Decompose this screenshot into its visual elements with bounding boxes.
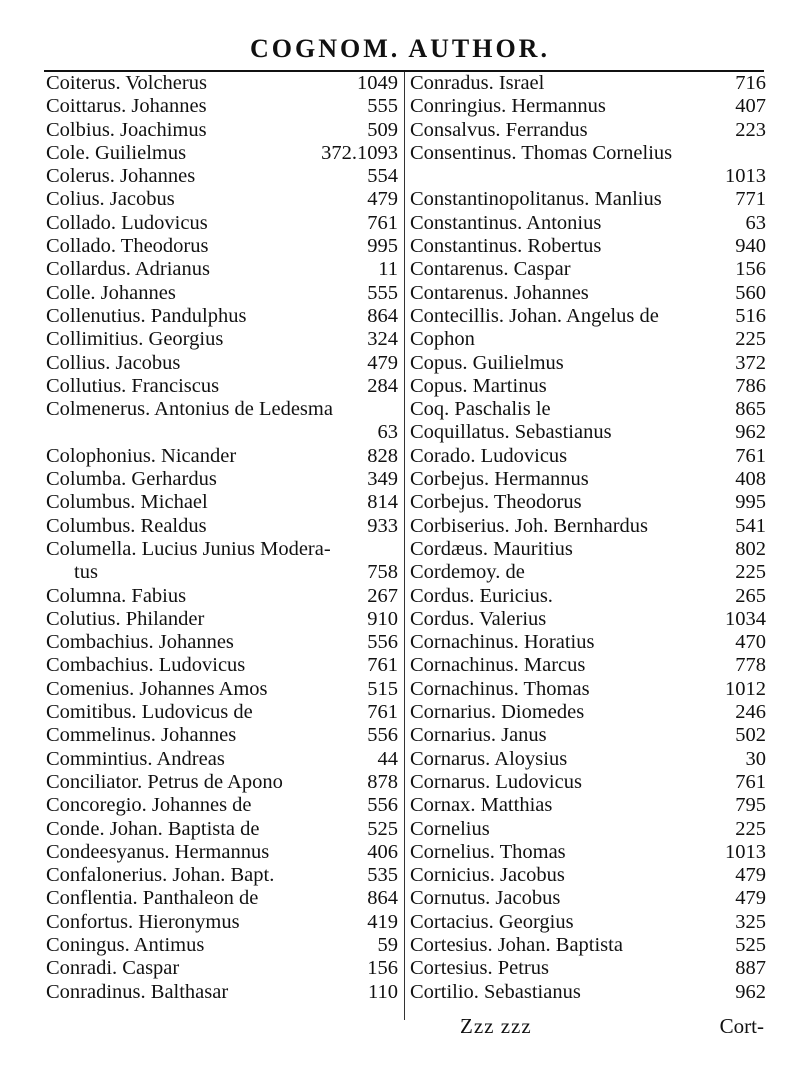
entry-name: Comenius. Johannes Amos: [46, 677, 268, 700]
entry-page-ref: 535: [367, 864, 398, 887]
entry-name: Cophon: [410, 328, 475, 351]
index-entry: [46, 724, 398, 747]
index-entry: [410, 468, 766, 491]
index-entry: [410, 305, 766, 328]
entry-page-ref: 786: [735, 374, 766, 397]
entry-page-ref: 110: [368, 980, 398, 1003]
entry-name: Constantinus. Antonius: [410, 211, 602, 234]
index-entry: [410, 654, 766, 677]
entry-page-ref: 828: [367, 444, 398, 467]
entry-page-ref: 758: [367, 561, 398, 584]
entry-page-ref: 63: [745, 211, 766, 234]
index-entry: [46, 957, 398, 980]
index-entry: [46, 887, 398, 910]
entry-name: Copus. Guilielmus: [410, 351, 564, 374]
entry-name: Copus. Martinus: [410, 374, 547, 397]
entry-page-ref: 761: [367, 654, 398, 677]
entry-page-ref: 995: [367, 235, 398, 258]
index-entry: [410, 748, 766, 771]
entry-page-ref: 225: [735, 328, 766, 351]
index-entry: [410, 678, 766, 701]
index-entry: [46, 212, 398, 235]
index-entry: [46, 911, 398, 934]
index-entry: [46, 631, 398, 654]
entry-name: Collutius. Franciscus: [46, 374, 220, 397]
entry-name: Contarenus. Johannes: [410, 281, 589, 304]
entry-page-ref: 995: [735, 491, 766, 514]
entry-page-ref: 716: [735, 72, 766, 94]
index-entry: [410, 72, 766, 95]
index-entry: [46, 328, 398, 351]
index-entry: [46, 445, 398, 468]
entry-name: Cornelius: [410, 817, 490, 840]
entry-page-ref: 479: [735, 887, 766, 910]
entry-page-ref: 225: [735, 561, 766, 584]
entry-name: Cortesius. Johan. Baptista: [410, 933, 623, 956]
index-entry: [410, 701, 766, 724]
index-entry: [410, 515, 766, 538]
entry-page-ref: 878: [367, 770, 398, 793]
entry-name: Columella. Lucius Junius Modera-: [46, 537, 331, 560]
entry-page-ref: 11: [378, 258, 398, 281]
index-entry: [410, 445, 766, 468]
index-entry: [46, 352, 398, 375]
entry-name: Corbejus. Theodorus: [410, 491, 582, 514]
entry-name: Collardus. Adrianus: [46, 258, 210, 281]
entry-page-ref: 225: [735, 817, 766, 840]
entry-page-ref: 940: [735, 235, 766, 258]
entry-name: Colbius. Joachimus: [46, 118, 207, 141]
entry-name: Commelinus. Johannes: [46, 724, 237, 747]
index-entry: [410, 119, 766, 142]
index-entry: [46, 701, 398, 724]
entry-name: Cornarius. Janus: [410, 724, 547, 747]
index-entry: [410, 352, 766, 375]
entry-page-ref: 502: [735, 724, 766, 747]
index-entry: [46, 95, 398, 118]
index-entry: [46, 515, 398, 538]
entry-name: Conradi. Caspar: [46, 957, 180, 980]
entry-page-ref: 556: [367, 631, 398, 654]
index-entry: [46, 771, 398, 794]
entry-name: Confalonerius. Johan. Bapt.: [46, 864, 275, 887]
right-column: [410, 72, 766, 1004]
page-footer: [0, 1014, 800, 1042]
entry-name: Colius. Jacobus: [46, 188, 175, 211]
entry-name: Colerus. Johannes: [46, 165, 196, 188]
entry-name: Cornutus. Jacobus: [410, 887, 561, 910]
entry-page-ref: 933: [367, 514, 398, 537]
index-entry: [410, 771, 766, 794]
index-entry: [46, 72, 398, 95]
entry-name: Conradus. Israel: [410, 72, 545, 94]
entry-page-ref: 1013: [725, 165, 766, 188]
entry-name: tus: [74, 561, 98, 584]
index-entry: [410, 258, 766, 281]
entry-name: Cornarius. Diomedes: [410, 701, 585, 724]
column-divider: [404, 72, 405, 1020]
entry-page-ref: 525: [367, 817, 398, 840]
entry-page-ref: 761: [367, 701, 398, 724]
entry-page-ref: 1049: [357, 72, 398, 94]
entry-page-ref: 223: [735, 118, 766, 141]
entry-name: Coittarus. Johannes: [46, 95, 207, 118]
entry-name: Conradinus. Balthasar: [46, 980, 229, 1003]
entry-name: Coquillatus. Sebastianus: [410, 421, 612, 444]
index-entry: [46, 654, 398, 677]
entry-name: Columbus. Michael: [46, 491, 208, 514]
entry-page-ref: 864: [367, 887, 398, 910]
entry-name: Combachius. Ludovicus: [46, 654, 246, 677]
entry-name: Collimitius. Georgius: [46, 328, 224, 351]
entry-page-ref: 324: [367, 328, 398, 351]
entry-name: Columna. Fabius: [46, 584, 187, 607]
index-entry: [46, 934, 398, 957]
entry-name: Columbus. Realdus: [46, 514, 207, 537]
index-entry: [46, 375, 398, 398]
entry-page-ref: 554: [367, 165, 398, 188]
entry-name: Contecillis. Johan. Angelus de: [410, 304, 659, 327]
entry-page-ref: 515: [367, 677, 398, 700]
entry-page-ref: 246: [735, 701, 766, 724]
index-entry: [410, 887, 766, 910]
entry-page-ref: 372: [735, 351, 766, 374]
entry-name: Cortacius. Georgius: [410, 910, 574, 933]
entry-name: Cordæus. Mauritius: [410, 537, 573, 560]
entry-name: Cornelius. Thomas: [410, 840, 566, 863]
index-entry: [46, 398, 398, 421]
entry-page-ref: 284: [367, 374, 398, 397]
entry-page-ref: 962: [735, 421, 766, 444]
entry-name: Collado. Ludovicus: [46, 211, 208, 234]
entry-page-ref: 516: [735, 304, 766, 327]
index-entry: [46, 188, 398, 211]
index-entry: [46, 235, 398, 258]
index-entry: [46, 538, 398, 561]
index-entry: [410, 818, 766, 841]
index-entry: [410, 142, 766, 165]
entry-name: Cornachinus. Thomas: [410, 677, 590, 700]
entry-page-ref: 265: [735, 584, 766, 607]
entry-name: Cortesius. Petrus: [410, 957, 549, 980]
entry-page-ref: 814: [367, 491, 398, 514]
index-entry: [410, 841, 766, 864]
entry-name: Cordus. Valerius: [410, 607, 547, 630]
index-entry: [46, 119, 398, 142]
entry-name: Colophonius. Nicander: [46, 444, 237, 467]
index-entry: [410, 421, 766, 444]
entry-page-ref: 156: [735, 258, 766, 281]
index-entry: [410, 235, 766, 258]
entry-page-ref: 560: [735, 281, 766, 304]
entry-page-ref: 1012: [725, 677, 766, 700]
entry-page-ref: 556: [367, 794, 398, 817]
entry-page-ref: 479: [367, 351, 398, 374]
entry-page-ref: 802: [735, 537, 766, 560]
index-entry: [410, 398, 766, 421]
entry-page-ref: 30: [745, 747, 766, 770]
index-entry: [46, 305, 398, 328]
entry-name: Comitibus. Ludovicus de: [46, 701, 253, 724]
index-entry: [410, 561, 766, 584]
index-entry: [46, 841, 398, 864]
running-head: COGNOM. AUTHOR.: [250, 34, 550, 63]
entry-name: Cornicius. Jacobus: [410, 864, 565, 887]
entry-name: Conciliator. Petrus de Apono: [46, 770, 283, 793]
entry-page-ref: 1013: [725, 840, 766, 863]
entry-name: Collius. Jacobus: [46, 351, 181, 374]
entry-name: Contarenus. Caspar: [410, 258, 571, 281]
entry-page-ref: 761: [735, 444, 766, 467]
index-entry: [410, 724, 766, 747]
entry-name: Cordemoy. de: [410, 561, 525, 584]
catchword: Cort-: [719, 1014, 764, 1038]
entry-name: Colle. Johannes: [46, 281, 176, 304]
entry-name: Conde. Johan. Baptista de: [46, 817, 260, 840]
entry-page-ref: 408: [735, 468, 766, 491]
entry-page-ref: 419: [367, 910, 398, 933]
entry-page-ref: 406: [367, 840, 398, 863]
entry-name: Corbiserius. Joh. Bernhardus: [410, 514, 649, 537]
entry-page-ref: 865: [735, 398, 766, 421]
entry-page-ref: 59: [377, 933, 398, 956]
entry-name: Cornarus. Aloysius: [410, 747, 568, 770]
entry-page-ref: 795: [735, 794, 766, 817]
entry-name: Combachius. Johannes: [46, 631, 234, 654]
entry-name: Corado. Ludovicus: [410, 444, 568, 467]
index-entry: [410, 934, 766, 957]
index-entry: [46, 864, 398, 887]
index-entry: [46, 678, 398, 701]
entry-name: Collenutius. Pandulphus: [46, 304, 247, 327]
entry-name: Condeesyanus. Hermannus: [46, 840, 270, 863]
index-entry: [410, 328, 766, 351]
entry-page-ref: 761: [735, 770, 766, 793]
entry-name: Conflentia. Panthaleon de: [46, 887, 259, 910]
entry-name: Confortus. Hieronymus: [46, 910, 240, 933]
index-entry: [46, 282, 398, 305]
entry-page-ref: 407: [735, 95, 766, 118]
index-entry: [410, 585, 766, 608]
index-entry: [46, 258, 398, 281]
entry-name: Collado. Theodorus: [46, 235, 209, 258]
entry-name: Cornarus. Ludovicus: [410, 770, 582, 793]
index-entry: [410, 282, 766, 305]
index-entry: [410, 212, 766, 235]
entry-name: Cornachinus. Marcus: [410, 654, 586, 677]
entry-name: Cornax. Matthias: [410, 794, 553, 817]
entry-name: Colmenerus. Antonius de Ledesma: [46, 398, 333, 421]
index-entry: [46, 421, 398, 444]
entry-page-ref: 864: [367, 304, 398, 327]
entry-name: Columba. Gerhardus: [46, 468, 217, 491]
entry-page-ref: 761: [367, 211, 398, 234]
entry-name: Cole. Guilielmus: [46, 141, 187, 164]
entry-page-ref: 479: [735, 864, 766, 887]
entry-page-ref: 479: [367, 188, 398, 211]
index-entry: [46, 468, 398, 491]
index-entry: [46, 491, 398, 514]
index-entry: [410, 165, 766, 188]
index-entry: [46, 561, 398, 584]
entry-page-ref: 555: [367, 281, 398, 304]
index-entry: [410, 375, 766, 398]
index-entry: [410, 794, 766, 817]
entry-page-ref: 771: [735, 188, 766, 211]
entry-page-ref: 962: [735, 980, 766, 1003]
entry-page-ref: 541: [735, 514, 766, 537]
entry-page-ref: 267: [367, 584, 398, 607]
entry-name: Corbejus. Hermannus: [410, 468, 589, 491]
entry-page-ref: 44: [377, 747, 398, 770]
entry-name: Constantinus. Robertus: [410, 235, 602, 258]
entry-name: Cornachinus. Horatius: [410, 631, 595, 654]
entry-page-ref: 525: [735, 933, 766, 956]
entry-page-ref: 349: [367, 468, 398, 491]
entry-name: Coningus. Antimus: [46, 933, 205, 956]
entry-name: Coq. Paschalis le: [410, 398, 551, 421]
entry-name: Commintius. Andreas: [46, 747, 225, 770]
index-entry: [46, 794, 398, 817]
entry-name: Cordus. Euricius.: [410, 584, 553, 607]
index-entry: [46, 981, 398, 1004]
entry-page-ref: 555: [367, 95, 398, 118]
entry-page-ref: 509: [367, 118, 398, 141]
entry-page-ref: 910: [367, 607, 398, 630]
entry-page-ref: 778: [735, 654, 766, 677]
signature-mark: Zzz zzz: [460, 1014, 532, 1038]
entry-page-ref: 1034: [725, 607, 766, 630]
index-entry: [410, 188, 766, 211]
entry-page-ref: 887: [735, 957, 766, 980]
entry-name: Conringius. Hermannus: [410, 95, 606, 118]
entry-page-ref: 63: [377, 421, 398, 444]
index-entry: [46, 608, 398, 631]
entry-page-ref: 470: [735, 631, 766, 654]
entry-name: Cortilio. Sebastianus: [410, 980, 581, 1003]
entry-page-ref: 372.1093: [321, 141, 398, 164]
index-entry: [46, 585, 398, 608]
index-entry: [410, 491, 766, 514]
index-entry: [46, 748, 398, 771]
entry-name: Constantinopolitanus. Manlius: [410, 188, 662, 211]
index-entry: [410, 95, 766, 118]
index-entry: [410, 608, 766, 631]
entry-name: Consentinus. Thomas Cornelius: [410, 141, 673, 164]
index-entry: [410, 538, 766, 561]
index-entry: [410, 911, 766, 934]
entry-page-ref: 325: [735, 910, 766, 933]
index-entry: [410, 981, 766, 1004]
index-entry: [46, 818, 398, 841]
index-entry: [410, 631, 766, 654]
entry-name: Coiterus. Volcherus: [46, 72, 207, 94]
entry-page-ref: 156: [367, 957, 398, 980]
entry-name: Concoregio. Johannes de: [46, 794, 252, 817]
index-entry: [46, 142, 398, 165]
index-entry: [410, 864, 766, 887]
index-entry: [46, 165, 398, 188]
left-column: [46, 72, 398, 1004]
index-entry: [410, 957, 766, 980]
entry-name: Consalvus. Ferrandus: [410, 118, 588, 141]
entry-name: Colutius. Philander: [46, 607, 205, 630]
entry-page-ref: 556: [367, 724, 398, 747]
